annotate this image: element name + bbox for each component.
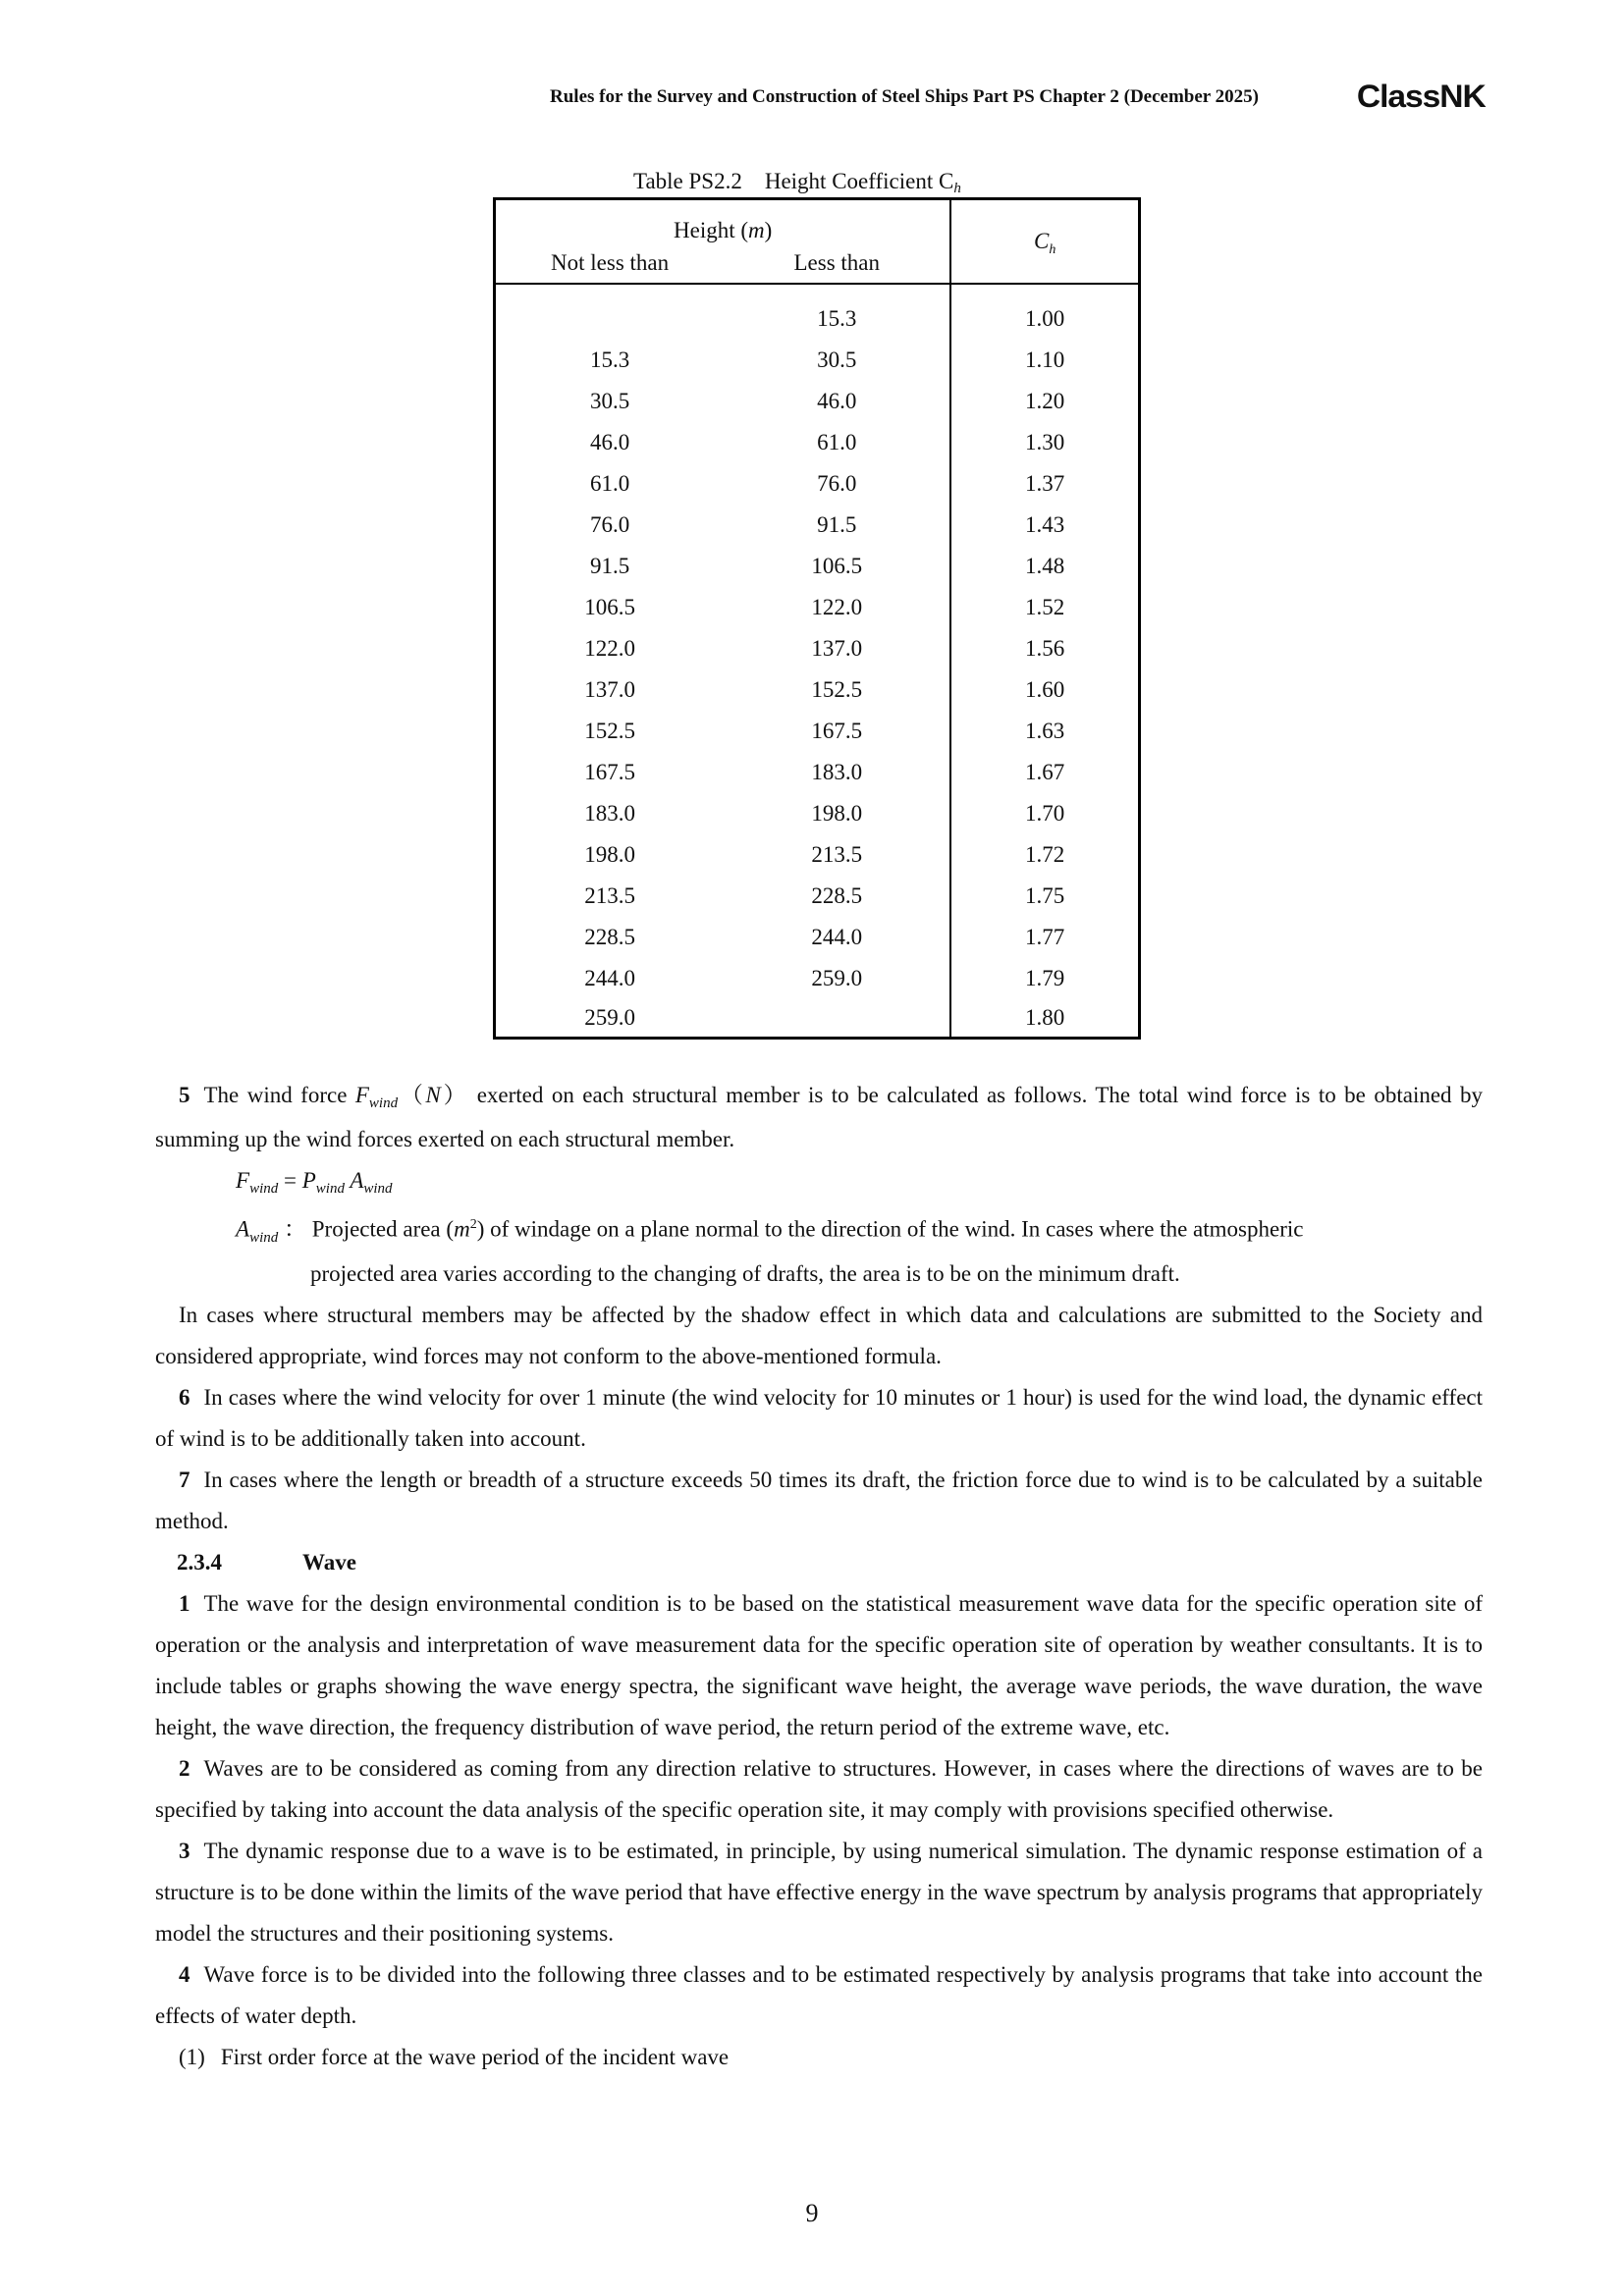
cell-not-less-than: 30.5 [589, 389, 630, 413]
wave-paragraph-1: 1 The wave for the design environmental condition is to be based on the statistical measurement wave data for the specific operation site of operation or the analysis and interpretation of wave measurement data for the specific operation site of operation by weather consultants. It is to include tables or graphs showing the wave energy spectra, the significant wave height, the average wave periods, the wave duration, the wave height, the wave direction, the frequency distribution of wave period, the return period of the extreme wave, etc. [155, 1590, 1483, 1739]
cell-less-than: 91.5 [817, 512, 857, 537]
cell-not-less-than: 259.0 [584, 1005, 635, 1030]
table-row [495, 628, 1140, 669]
table-row [495, 834, 1140, 876]
table-row [495, 999, 1140, 1039]
cell-ch: 1.75 [950, 876, 1139, 917]
cell-not-less-than: 228.5 [584, 925, 635, 949]
header-title: Rules for the Survey and Construction of Steel Ships Part PS Chapter 2 (December 2025) [550, 86, 1259, 107]
table-row [495, 752, 1140, 793]
cell-not-less-than [495, 284, 725, 340]
header-not-less-than: Not less than [495, 243, 725, 284]
cell-ch: 1.70 [950, 793, 1139, 834]
wave-paragraph-2: 2 Waves are to be considered as coming from any direction relative to structures. However, in cases where the directions of waves are to be specified by taking into account the data analysis of the specific operation site, it may comply with provisions specified otherwise. [155, 1755, 1483, 1822]
cell-ch: 1.79 [950, 958, 1139, 999]
cell-ch: 1.20 [950, 381, 1139, 422]
cell-not-less-than: 106.5 [584, 595, 635, 619]
cell-ch: 1.48 [950, 546, 1139, 587]
cell-ch: 1.77 [950, 917, 1139, 958]
cell-less-than: 228.5 [811, 883, 863, 908]
cell-less-than: 167.5 [811, 719, 863, 743]
paragraph-shadow: In cases where structural members may be affected by the shadow effect in which data and calculations are submitted to the Society and considered appropriate, wind forces may not conform to the above-mentioned formula. [155, 1302, 1483, 1368]
cell-ch: 1.00 [950, 284, 1139, 340]
cell-less-than: 137.0 [811, 636, 863, 661]
table-caption-title: Height Coefficient C [764, 169, 954, 193]
wave-item-1: (1) First order force at the wave period of the incident wave [179, 2044, 730, 2069]
page-number: 9 [805, 2199, 819, 2227]
paragraph-5: 5 The wind force $F_{wind}(N)$ exerted on each structural member is to be calculated as follows. The total wind force is to be obtained by summing up the wind forces exerted on each structural member. [155, 1083, 1483, 1151]
section-heading: 2.3.4 Wave [177, 1549, 356, 1575]
header-less-than: Less than [724, 243, 950, 284]
cell-less-than: 15.3 [817, 306, 857, 331]
table-row [495, 669, 1140, 711]
table-row [495, 340, 1140, 381]
table-caption-sub: h [953, 181, 961, 196]
table-caption [633, 169, 961, 194]
cell-not-less-than: 76.0 [589, 512, 630, 537]
table-row [495, 876, 1140, 917]
cell-less-than: 46.0 [817, 389, 857, 413]
definition-awind: $A_{wind}$ ： Projected area $(m^2)$ of windage on a plane normal to the direction of the wind. In cases where the atmospheric [236, 1216, 1304, 1246]
cell-ch: 1.63 [950, 711, 1139, 752]
definition-awind-cont: projected area varies according to the changing of drafts, the area is to be on the minimum draft. [310, 1260, 1180, 1286]
cell-less-than [724, 999, 950, 1039]
cell-ch: 1.30 [950, 422, 1139, 463]
page-header [550, 79, 1487, 118]
paragraph-6: 6 In cases where the wind velocity for over 1 minute (the wind velocity for 10 minutes or 1 hour) is used for the wind load, the dynamic effect of wind is to be additionally taken into account. [155, 1384, 1483, 1451]
wave-paragraph-3: 3 The dynamic response due to a wave is to be estimated, in principle, by using numerical simulation. The dynamic response estimation of a structure is to be done within the limits of the wave period that have effective energy in the wave spectrum by analysis programs that appropriately model the structures and their positioning systems. [155, 1838, 1483, 1946]
formula-fwind: $F_{wind} = P_{wind}$ $A_{wind}$ [236, 1168, 393, 1197]
cell-ch: 1.60 [950, 669, 1139, 711]
cell-less-than: 244.0 [811, 925, 863, 949]
classnk-logo: ClassNK [1357, 79, 1487, 114]
table-row [495, 958, 1140, 999]
cell-ch: 1.10 [950, 340, 1139, 381]
table-row [495, 463, 1140, 505]
cell-not-less-than: 198.0 [584, 842, 635, 867]
cell-less-than: 198.0 [811, 801, 863, 826]
cell-not-less-than: 244.0 [584, 966, 635, 990]
paragraph-7: 7 In cases where the length or breadth of a structure exceeds 50 times its draft, the friction force due to wind is to be calculated by a suitable method. [155, 1467, 1483, 1533]
cell-not-less-than: 152.5 [584, 719, 635, 743]
cell-less-than: 259.0 [811, 966, 863, 990]
cell-not-less-than: 122.0 [584, 636, 635, 661]
table-row [495, 505, 1140, 546]
cell-ch: 1.56 [950, 628, 1139, 669]
cell-not-less-than: 15.3 [589, 347, 630, 372]
table-row [495, 381, 1140, 422]
cell-ch: 1.52 [950, 587, 1139, 628]
cell-less-than: 76.0 [817, 471, 857, 496]
cell-less-than: 152.5 [811, 677, 863, 702]
table-row [495, 587, 1140, 628]
wave-paragraph-4: 4 Wave force is to be divided into the following three classes and to be estimated respectively by analysis programs that take into account the effects of water depth. [155, 1961, 1483, 2028]
cell-ch: 1.37 [950, 463, 1139, 505]
table-row [495, 793, 1140, 834]
table-row [495, 546, 1140, 587]
cell-less-than: 106.5 [811, 554, 863, 578]
cell-not-less-than: 167.5 [584, 760, 635, 784]
cell-ch: 1.43 [950, 505, 1139, 546]
cell-less-than: 61.0 [817, 430, 857, 454]
cell-not-less-than: 61.0 [589, 471, 630, 496]
cell-ch: 1.67 [950, 752, 1139, 793]
cell-not-less-than: 183.0 [584, 801, 635, 826]
cell-not-less-than: 137.0 [584, 677, 635, 702]
cell-ch: 1.72 [950, 834, 1139, 876]
cell-less-than: 122.0 [811, 595, 863, 619]
height-coefficient-table [493, 197, 1141, 1040]
table-row [495, 711, 1140, 752]
table-caption-prefix: Table PS2.2 [633, 169, 742, 193]
cell-not-less-than: 213.5 [584, 883, 635, 908]
cell-less-than: 183.0 [811, 760, 863, 784]
body-text [155, 1075, 1483, 2078]
cell-less-than: 213.5 [811, 842, 863, 867]
table-row [495, 422, 1140, 463]
cell-not-less-than: 46.0 [589, 430, 630, 454]
cell-ch: 1.80 [950, 999, 1139, 1039]
table-row [495, 917, 1140, 958]
cell-less-than: 30.5 [817, 347, 857, 372]
header-height: Height (m) [674, 218, 773, 242]
header-ch: $C_h$ [950, 199, 1139, 285]
table-row [495, 284, 1140, 340]
cell-not-less-than: 91.5 [589, 554, 630, 578]
